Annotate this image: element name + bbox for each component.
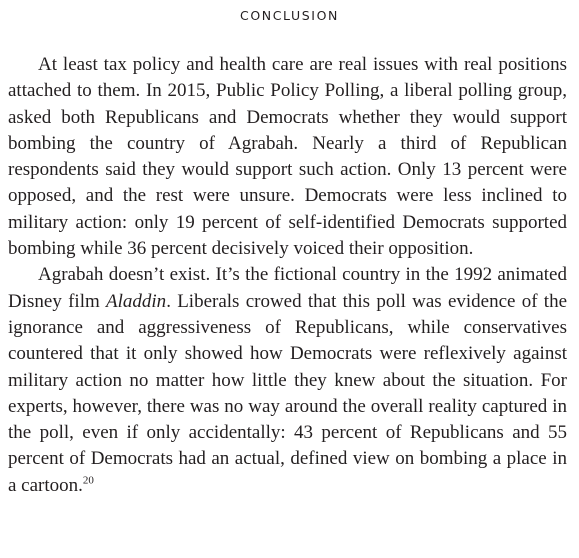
paragraph-2-text-end: . Liberals crowed that this poll was evidence of the ignorance and aggressiveness of Republicans, while conservatives countered that it only showed how Democrats were reflexively against military action no matter how little they knew about the situation. For experts, however, there was no way around the overall reality captured in the poll, even if only accidentally: 43 percent of Republicans and 55 percent of Democrats had an actual, defined view on bombing a place in a cartoon. [8,290,568,496]
film-title: Aladdin [106,290,167,312]
paragraph-2 [8,262,567,499]
paragraph-1: At least tax policy and health care are real issues with real positions attached to them. In 2015, Public Policy Polling, a liberal polling group, asked both Republicans and Democrats whether they would support bombing the country of Agrabah. Nearly a third of Republican respondents said they would support such action. Only 13 percent were opposed, and the rest were unsure. Democrats were less inclined to military action: only 19 percent of self-identified Democrats supported bombing while 36 percent decisively voiced their opposition. [8,54,567,260]
running-head: CONCLUSION [240,8,339,23]
footnote-marker[interactable]: 20 [82,474,94,487]
paragraph-2-text-start: Agrabah doesn’t exist. It’s the fictional country in the 1992 animated Disney film [8,264,567,312]
body-text [8,52,567,499]
